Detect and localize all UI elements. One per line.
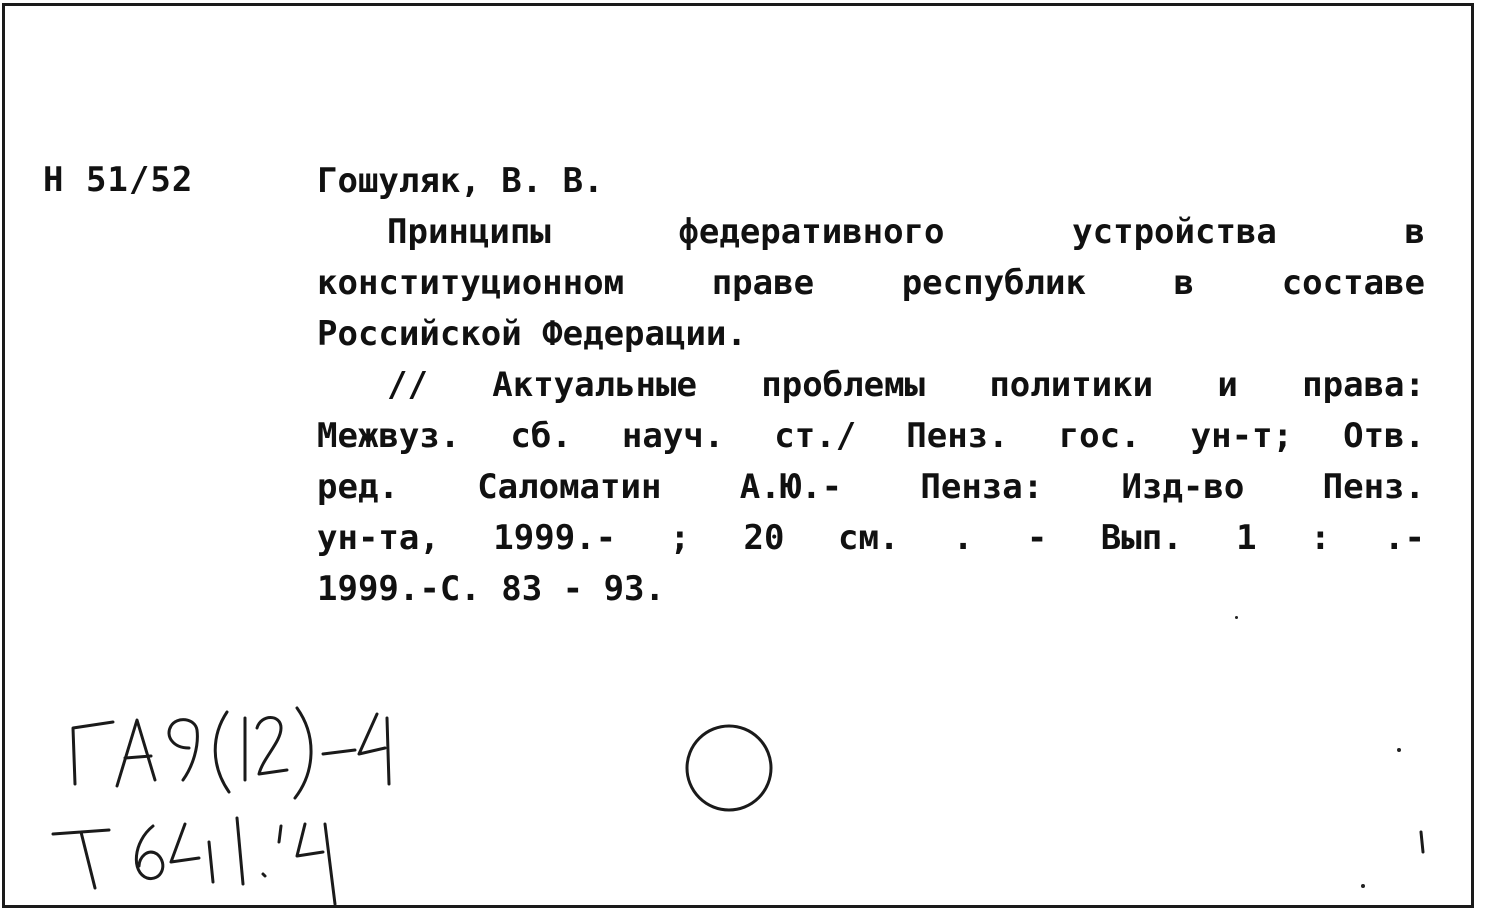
- handwritten-number: [53, 818, 335, 904]
- source-line-4: ун-та, 1999.- ; 20 см. . - Вып. 1 : .-: [317, 518, 1425, 558]
- handwritten-classification: [73, 708, 389, 798]
- scan-speck: [1361, 884, 1365, 888]
- source-line-1: // Актуальные проблемы политики и права:: [387, 365, 1425, 405]
- scan-speck: [1235, 616, 1238, 619]
- title-line-1: Принципы федеративного устройства в: [387, 212, 1425, 252]
- title-line-2: конституционном праве республик в составе: [317, 263, 1425, 303]
- handwritten-annotations: [5, 6, 1471, 905]
- catalog-card: [2, 3, 1474, 908]
- shelf-mark: Н 51/52: [43, 160, 194, 200]
- scan-speck: [1397, 748, 1401, 752]
- circle-mark: [687, 726, 771, 810]
- author-line: Гошуляк, В. В.: [317, 161, 604, 201]
- source-line-5: 1999.-С. 83 - 93.: [317, 569, 665, 609]
- title-line-3: Российской Федерации.: [317, 314, 747, 354]
- source-line-3: ред. Саломатин А.Ю.- Пенза: Изд-во Пенз.: [317, 467, 1425, 507]
- scan-speck: [1421, 832, 1423, 852]
- source-line-2: Межвуз. сб. науч. ст./ Пенз. гос. ун-т; Отв.: [317, 416, 1425, 456]
